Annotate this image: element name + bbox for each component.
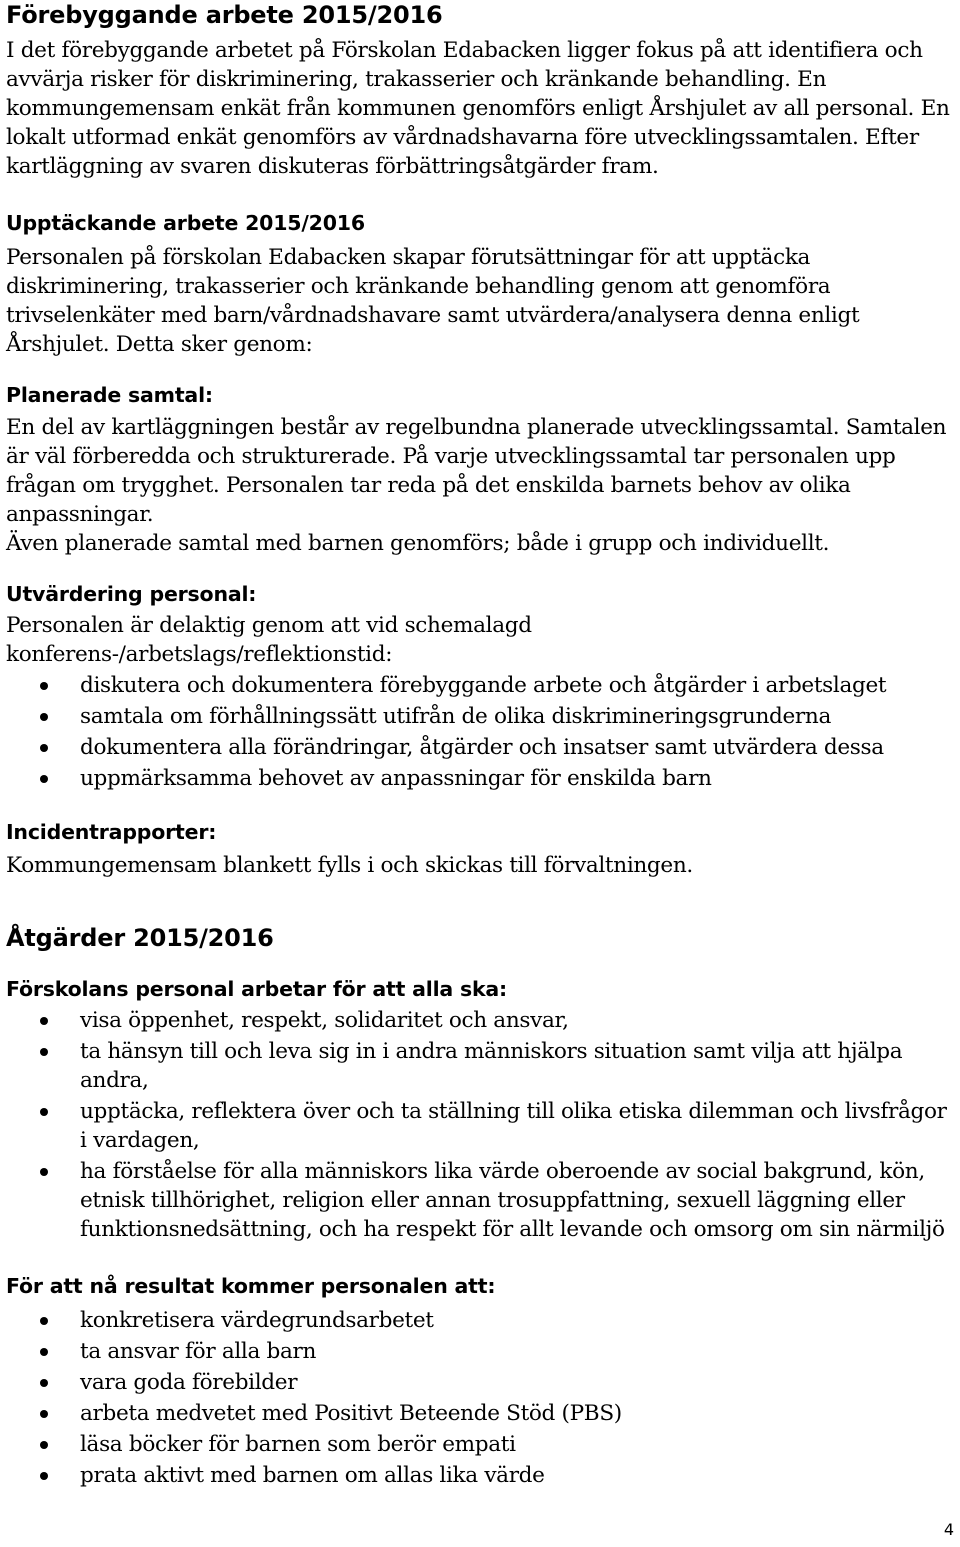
list-resultat: [6, 1306, 956, 1490]
paragraph-planerade-1: En del av kartläggningen består av regelbundna planerade utvecklingssamtal. Samtalen är väl förberedda och strukturerade. På varje utvecklingssamtal tar personalen upp frågan om trygghet. Personalen tar reda på det enskilda barnets behov av olika anpassningar.: [6, 415, 947, 527]
list-personal-ska: [6, 1006, 956, 1244]
heading-forebyggande: Förebyggande arbete 2015/2016: [6, 1, 443, 29]
list-item: vara goda förebilder: [6, 1368, 956, 1397]
list-item: ha förståelse för alla människors lika värde oberoende av social bakgrund, kön, etnisk tillhörighet, religion eller annan trosuppfattning, sexuell läggning eller funktionsnedsättning, och ha respekt för allt levande och omsorg om sin närmiljö: [6, 1157, 956, 1244]
list-item: dokumentera alla förändringar, åtgärder och insatser samt utvärdera dessa: [6, 733, 956, 762]
subheading-personal-ska: Förskolans personal arbetar för att alla ska:: [6, 977, 508, 1001]
document-page: [6, 0, 956, 1490]
heading-incidentrapporter: Incidentrapporter:: [6, 820, 217, 844]
paragraph-incidentrapporter: Kommungemensam blankett fylls i och skickas till förvaltningen.: [6, 853, 693, 878]
list-item: ta hänsyn till och leva sig in i andra människors situation samt vilja att hjälpa andra,: [6, 1037, 956, 1095]
list-utvardering: [6, 671, 956, 793]
list-item: arbeta medvetet med Positivt Beteende Stöd (PBS): [6, 1399, 956, 1428]
heading-planerade-samtal: Planerade samtal:: [6, 383, 213, 407]
list-item: diskutera och dokumentera förebyggande arbete och åtgärder i arbetslaget: [6, 671, 956, 700]
heading-utvardering: Utvärdering personal:: [6, 582, 257, 606]
list-item: uppmärksamma behovet av anpassningar för enskilda barn: [6, 764, 956, 793]
paragraph-planerade-2: Även planerade samtal med barnen genomförs; både i grupp och individuellt.: [6, 531, 830, 556]
paragraph-forebyggande: I det förebyggande arbetet på Förskolan Edabacken ligger fokus på att identifiera och avvärja risker för diskriminering, trakasserier och kränkande behandling. En kommungemensam enkät från kommunen genomförs enligt Årshjulet av all personal. En lokalt utformad enkät genomförs av vårdnadshavarna före utvecklingssamtalen. Efter kartläggning av svaren diskuteras förbättringsåtgärder fram.: [6, 38, 950, 179]
page-number: 4: [943, 1520, 954, 1539]
subheading-resultat: För att nå resultat kommer personalen att:: [6, 1274, 496, 1298]
list-item: ta ansvar för alla barn: [6, 1337, 956, 1366]
list-item: samtala om förhållningssätt utifrån de olika diskrimineringsgrunderna: [6, 702, 956, 731]
heading-upptackande: Upptäckande arbete 2015/2016: [6, 211, 365, 235]
list-item: läsa böcker för barnen som berör empati: [6, 1430, 956, 1459]
list-item: upptäcka, reflektera över och ta ställning till olika etiska dilemman och livsfrågor i vardagen,: [6, 1097, 956, 1155]
heading-atgarder: Åtgärder 2015/2016: [6, 924, 274, 952]
list-item: konkretisera värdegrundsarbetet: [6, 1306, 956, 1335]
list-item: visa öppenhet, respekt, solidaritet och ansvar,: [6, 1006, 956, 1035]
paragraph-utvardering: Personalen är delaktig genom att vid schemalagd konferens-/arbetslags/reflektionstid:: [6, 613, 532, 667]
paragraph-upptackande: Personalen på förskolan Edabacken skapar förutsättningar för att upptäcka diskriminering, trakasserier och kränkande behandling genom att genomföra trivselenkäter med barn/vårdnadshavare samt utvärdera/analysera denna enligt Årshjulet. Detta sker genom:: [6, 245, 860, 357]
list-item: prata aktivt med barnen om allas lika värde: [6, 1461, 956, 1490]
